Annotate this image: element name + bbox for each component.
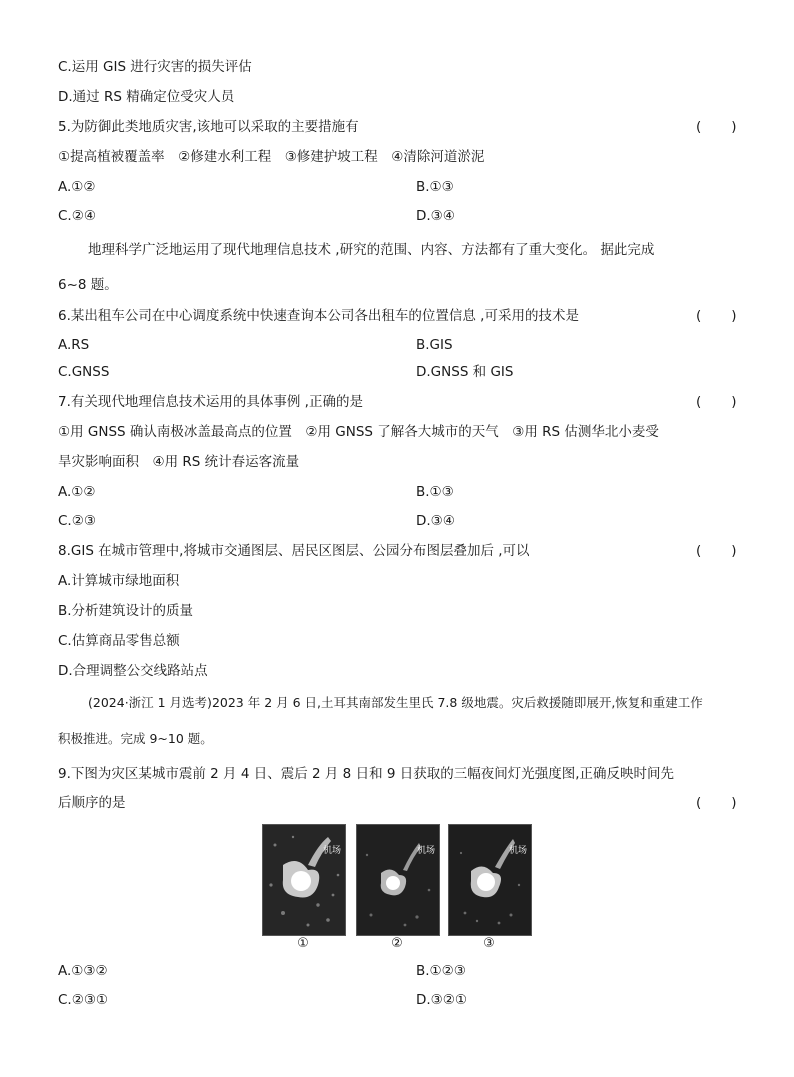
q7-option-c: C.②③ bbox=[58, 513, 96, 529]
map-number-1: ① bbox=[297, 936, 309, 951]
q6-option-c: C.GNSS bbox=[58, 364, 110, 380]
q8-option-b: B.分析建筑设计的质量 bbox=[58, 603, 194, 619]
intro-9-10: (2024·浙江 1 月选考)2023 年 2 月 6 日,土耳其南部发生里氏 7.8 级地震。灾后救援随即展开,恢复和重建工作 bbox=[88, 695, 703, 710]
q7-option-a: A.①② bbox=[58, 484, 96, 500]
night-light-maps bbox=[262, 824, 532, 952]
answer-bracket-7: ( ) bbox=[696, 394, 738, 410]
question-7-statements-cont: 旱灾影响面积 ④用 RS 统计春运客流量 bbox=[58, 454, 300, 470]
answer-bracket-6: ( ) bbox=[696, 308, 738, 324]
q5-option-d: D.③④ bbox=[416, 208, 455, 224]
airport-label-1: 机场 bbox=[322, 846, 341, 856]
question-6: 6.某出租车公司在中心调度系统中快速查询本公司各出租车的位置信息 ,可采用的技术是 bbox=[58, 308, 579, 324]
q8-option-c: C.估算商品零售总额 bbox=[58, 633, 180, 649]
intro-6-8-cont: 6~8 题。 bbox=[58, 277, 118, 293]
q7-option-d: D.③④ bbox=[416, 513, 455, 529]
night-light-map-1 bbox=[262, 824, 346, 936]
q9-option-a: A.①③② bbox=[58, 963, 108, 979]
q6-option-b: B.GIS bbox=[416, 337, 453, 353]
q9-option-c: C.②③① bbox=[58, 992, 109, 1008]
q8-option-a: A.计算城市绿地面积 bbox=[58, 573, 180, 589]
q9-option-d: D.③②① bbox=[416, 992, 467, 1008]
question-7: 7.有关现代地理信息技术运用的具体事例 ,正确的是 bbox=[58, 394, 363, 410]
map-number-3: ③ bbox=[483, 936, 495, 951]
q5-option-c: C.②④ bbox=[58, 208, 96, 224]
question-8: 8.GIS 在城市管理中,将城市交通图层、居民区图层、公园分布图层叠加后 ,可以 bbox=[58, 543, 530, 559]
question-5: 5.为防御此类地质灾害,该地可以采取的主要措施有 bbox=[58, 119, 359, 135]
q5-option-b: B.①③ bbox=[416, 179, 454, 195]
question-9-cont: 后顺序的是 bbox=[58, 795, 126, 811]
question-9: 9.下图为灾区某城市震前 2 月 4 日、震后 2 月 8 日和 9 日获取的三幅夜间灯光强度图,正确反映时间先 bbox=[58, 766, 675, 782]
airport-label-2: 机场 bbox=[416, 846, 435, 856]
intro-9-10-cont: 积极推进。完成 9~10 题。 bbox=[58, 731, 213, 746]
night-light-map-2 bbox=[356, 824, 440, 936]
question-7-statements: ①用 GNSS 确认南极冰盖最高点的位置 ②用 GNSS 了解各大城市的天气 ③用 RS 估测华北小麦受 bbox=[58, 424, 659, 440]
q5-option-a: A.①② bbox=[58, 179, 96, 195]
answer-bracket-9: ( ) bbox=[696, 795, 738, 811]
intro-6-8: 地理科学广泛地运用了现代地理信息技术 ,研究的范围、内容、方法都有了重大变化。 据此完成 bbox=[88, 242, 655, 258]
night-light-image-1 bbox=[263, 825, 345, 935]
option-d-rs: D.通过 RS 精确定位受灾人员 bbox=[58, 89, 235, 105]
q6-option-a: A.RS bbox=[58, 337, 90, 353]
q6-option-d: D.GNSS 和 GIS bbox=[416, 364, 514, 380]
q8-option-d: D.合理调整公交线路站点 bbox=[58, 663, 208, 679]
question-5-statements: ①提高植被覆盖率 ②修建水利工程 ③修建护坡工程 ④清除河道淤泥 bbox=[58, 149, 485, 165]
answer-bracket-8: ( ) bbox=[696, 543, 738, 559]
night-light-image-2 bbox=[357, 825, 439, 935]
map-number-2: ② bbox=[391, 936, 403, 951]
night-light-image-3 bbox=[449, 825, 531, 935]
night-light-map-3 bbox=[448, 824, 532, 936]
q7-option-b: B.①③ bbox=[416, 484, 454, 500]
q9-option-b: B.①②③ bbox=[416, 963, 466, 979]
answer-bracket-5: ( ) bbox=[696, 119, 738, 135]
option-c-gis: C.运用 GIS 进行灾害的损失评估 bbox=[58, 59, 252, 75]
airport-label-3: 机场 bbox=[508, 846, 527, 856]
